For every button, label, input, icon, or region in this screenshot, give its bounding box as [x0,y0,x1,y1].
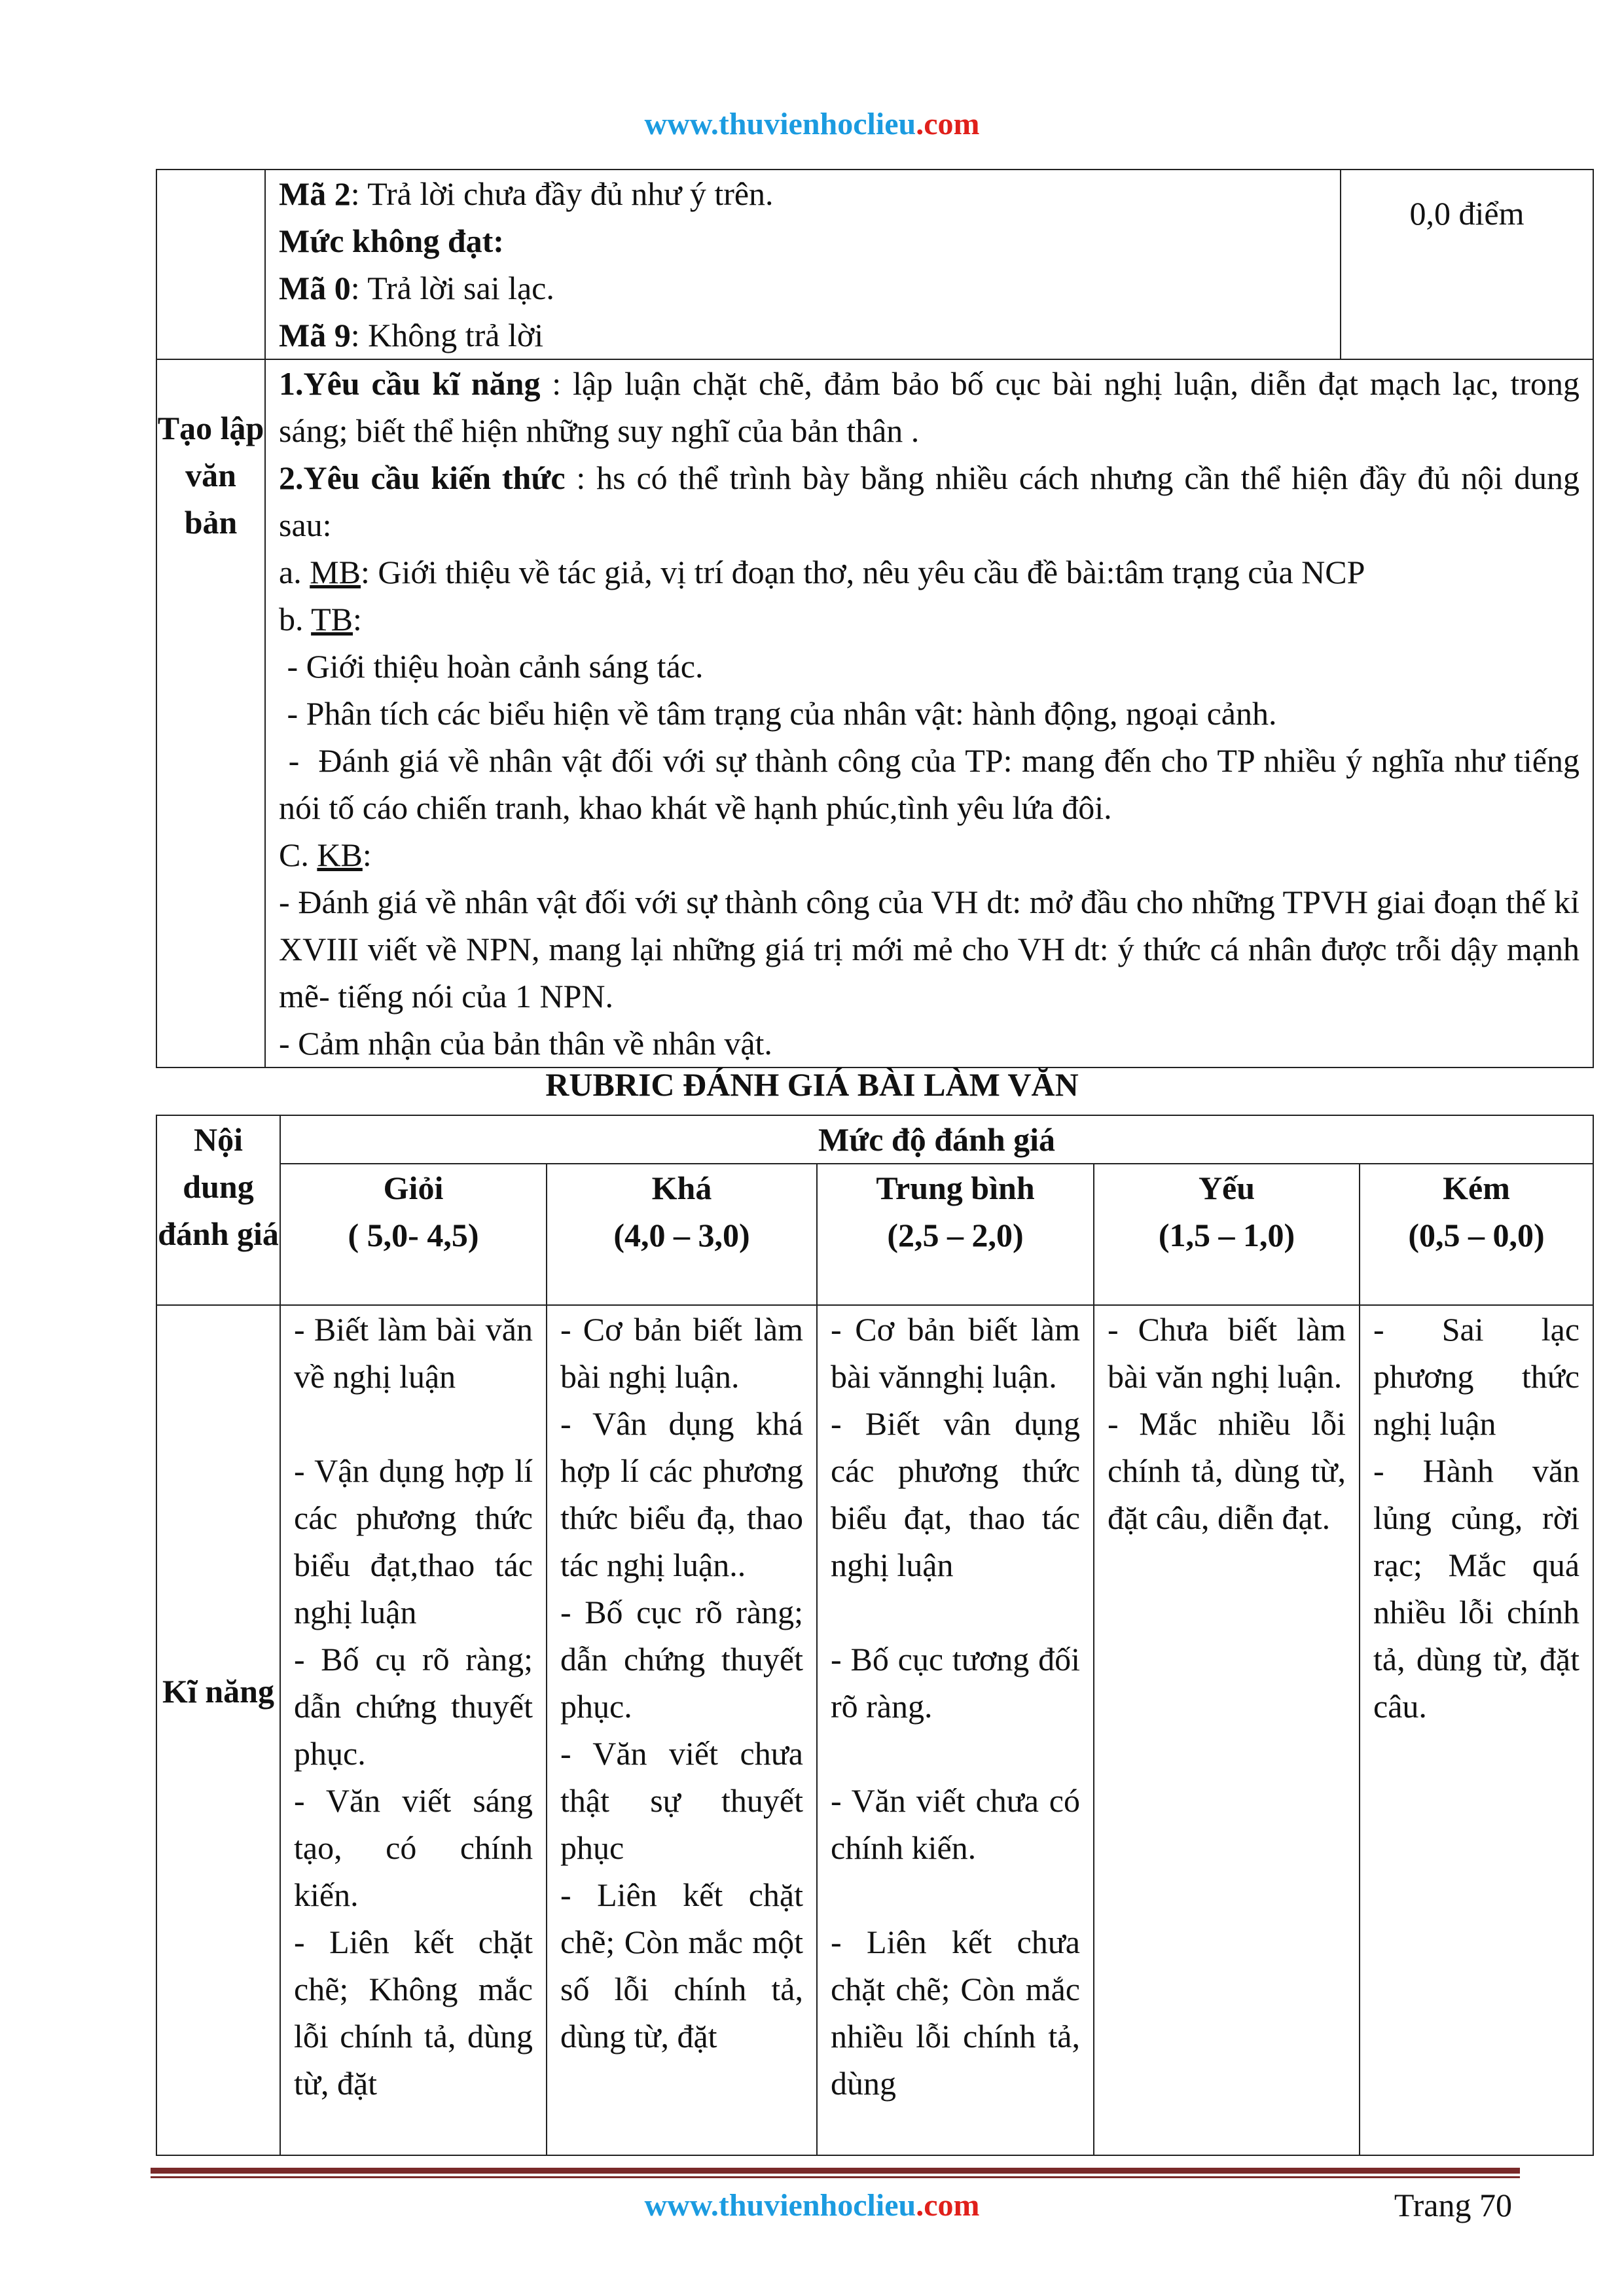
criteria-cell [265,170,1341,359]
row-heading: Tạo lập văn bản [156,359,265,1067]
kb-label: KB [317,836,363,873]
level-label: Mức không đạt: [279,223,504,259]
level-range: (0,5 – 0,0) [1408,1217,1545,1253]
level-name: Trung bình [876,1170,1035,1206]
cell-kem: - Sai lạc phương thức nghị luận - Hành văn lủng củng, rời rạc; Mắc quá nhiều lỗi chính tả, dùng từ, đặt câu. [1360,1305,1593,2155]
level-header: Mức độ đánh giá [280,1115,1593,1164]
level-range: ( 5,0- 4,5) [348,1217,479,1253]
req1-label: 1.Yêu cầu kĩ năng [279,365,541,402]
prefix: a. [279,554,310,590]
level-name: Khá [651,1170,712,1206]
row-ma2 [156,170,1593,359]
site-tld: .com [916,2188,980,2223]
level-range: (4,0 – 3,0) [613,1217,750,1253]
tb-item: - Phân tích các biểu hiện về tâm trạng của nhân vật: hành động, ngoại cảnh. [279,695,1277,732]
site-tld: .com [916,107,980,141]
tb-item: - Giới thiệu hoàn cảnh sáng tác. [279,648,704,685]
level-name: Giỏi [383,1170,444,1206]
level-kha [547,1164,817,1305]
level-trung-binh [817,1164,1094,1305]
rubric-level-row [156,1164,1593,1305]
req1-text: : lập luận chặt chẽ, đảm bảo bố cục bài nghị luận, diễn đạt mạch lạc, trong sáng; biết thể hiện những suy nghĩ của bản thân . [279,365,1579,449]
level-name: Yếu [1198,1170,1255,1206]
mb-text: : Giới thiệu về tác giả, vị trí đoạn thơ, nêu yêu cầu đề bài:tâm trạng của NCP [361,554,1365,590]
level-range: (2,5 – 2,0) [887,1217,1024,1253]
kb-text: : [362,836,372,873]
page-number: Trang 70 [1394,2187,1512,2223]
footer-rule [151,2168,1520,2174]
row-tao-lap-van-ban [156,359,1593,1067]
tb-item: - Đánh giá về nhân vật đối với sự thành công của TP: mang đến cho TP nhiều ý nghĩa như tiếng nói tố cáo chiến tranh, khao khát về hạnh phúc,tình yêu lứa đôi. [279,742,1588,826]
code-text: : Trả lời sai lạc. [350,270,554,306]
content-header: Nội dung đánh giá [156,1115,280,1305]
prefix: C. [279,836,317,873]
code-text: : Trả lời chưa đầy đủ như ý trên. [350,175,774,212]
rubric-header-row [156,1115,1593,1164]
tb-label: TB [311,601,353,637]
level-yeu [1094,1164,1360,1305]
req2-text: : hs có thể trình bày bằng nhiều cách nhưng cần thể hiện đầy đủ nội dung sau: [279,459,1579,543]
site-name: www.thuvienhoclieu [644,2188,916,2223]
score-cell: 0,0 điểm [1341,170,1593,359]
req2-label: 2.Yêu cầu kiến thức [279,459,566,496]
kb-item: - Đánh giá về nhân vật đối với sự thành công của VH dt: mở đầu cho những TPVH giai đoạn thế kỉ XVIII viết về NPN, mang lại những giá trị mới mẻ cho VH dt: ý thức cá nhân được trỗi dậy mạnh mẽ- tiếng nói của 1 NPN. [279,884,1579,1014]
tb-text: : [353,601,362,637]
empty-cell [156,170,265,359]
rubric-table [156,1115,1594,2156]
footer-rule-thin [151,2176,1520,2178]
cell-kha: - Cơ bản biết làm bài nghị luận. - Vân dụng khá hợp lí các phương thức biểu đạ, thao tác nghị luận.. - Bố cục rõ ràng; dẫn chứng thuyết phục. - Văn viết chưa thật sự thuyết phục - Liên kết chặt chẽ; Còn mắc một số lỗi chính tả, dùng từ, đặt [547,1305,817,2155]
code-text: : Không trả lời [350,317,544,353]
header-site-link[interactable] [0,106,1624,142]
cell-gioi: - Biết làm bài văn về nghị luận - Vận dụng hợp lí các phương thức biểu đạt,thao tác nghị luận - Bố cụ rõ ràng; dẫn chứng thuyết phục. - Văn viết sáng tạo, có chính kiến. - Liên kết chặt chẽ; Không mắc lỗi chính tả, dùng từ, đặt [280,1305,547,2155]
code-label: Mã 9 [279,317,351,353]
answer-table [156,169,1594,1068]
level-range: (1,5 – 1,0) [1158,1217,1295,1253]
cell-yeu: - Chưa biết làm bài văn nghị luận. - Mắc nhiều lỗi chính tả, dùng từ, đặt câu, diễn đạt. [1094,1305,1360,2155]
level-gioi [280,1164,547,1305]
kb-item: - Cảm nhận của bản thân về nhân vật. [279,1025,772,1062]
level-kem [1360,1164,1593,1305]
essay-requirements-cell [265,359,1593,1067]
footer-site-link[interactable] [0,2187,1624,2223]
prefix: b. [279,601,312,637]
code-label: Mã 0 [279,270,351,306]
rubric-skill-row [156,1305,1593,2155]
mb-label: MB [310,554,361,590]
rubric-title: RUBRIC ĐÁNH GIÁ BÀI LÀM VĂN [545,1066,1079,1103]
level-name: Kém [1443,1170,1510,1206]
site-name: www.thuvienhoclieu [644,107,916,141]
code-label: Mã 2 [279,175,351,212]
cell-trung-binh: - Cơ bản biết làm bài vănnghị luận. - Biết vân dụng các phương thức biểu đạt, thao tác nghị luận - Bố cục tương đối rõ ràng. - Văn viết chưa có chính kiến. - Liên kết chưa chặt chẽ; Còn mắc nhiều lỗi chính tả, dùng [817,1305,1094,2155]
skill-label: Kĩ năng [156,1305,280,2155]
